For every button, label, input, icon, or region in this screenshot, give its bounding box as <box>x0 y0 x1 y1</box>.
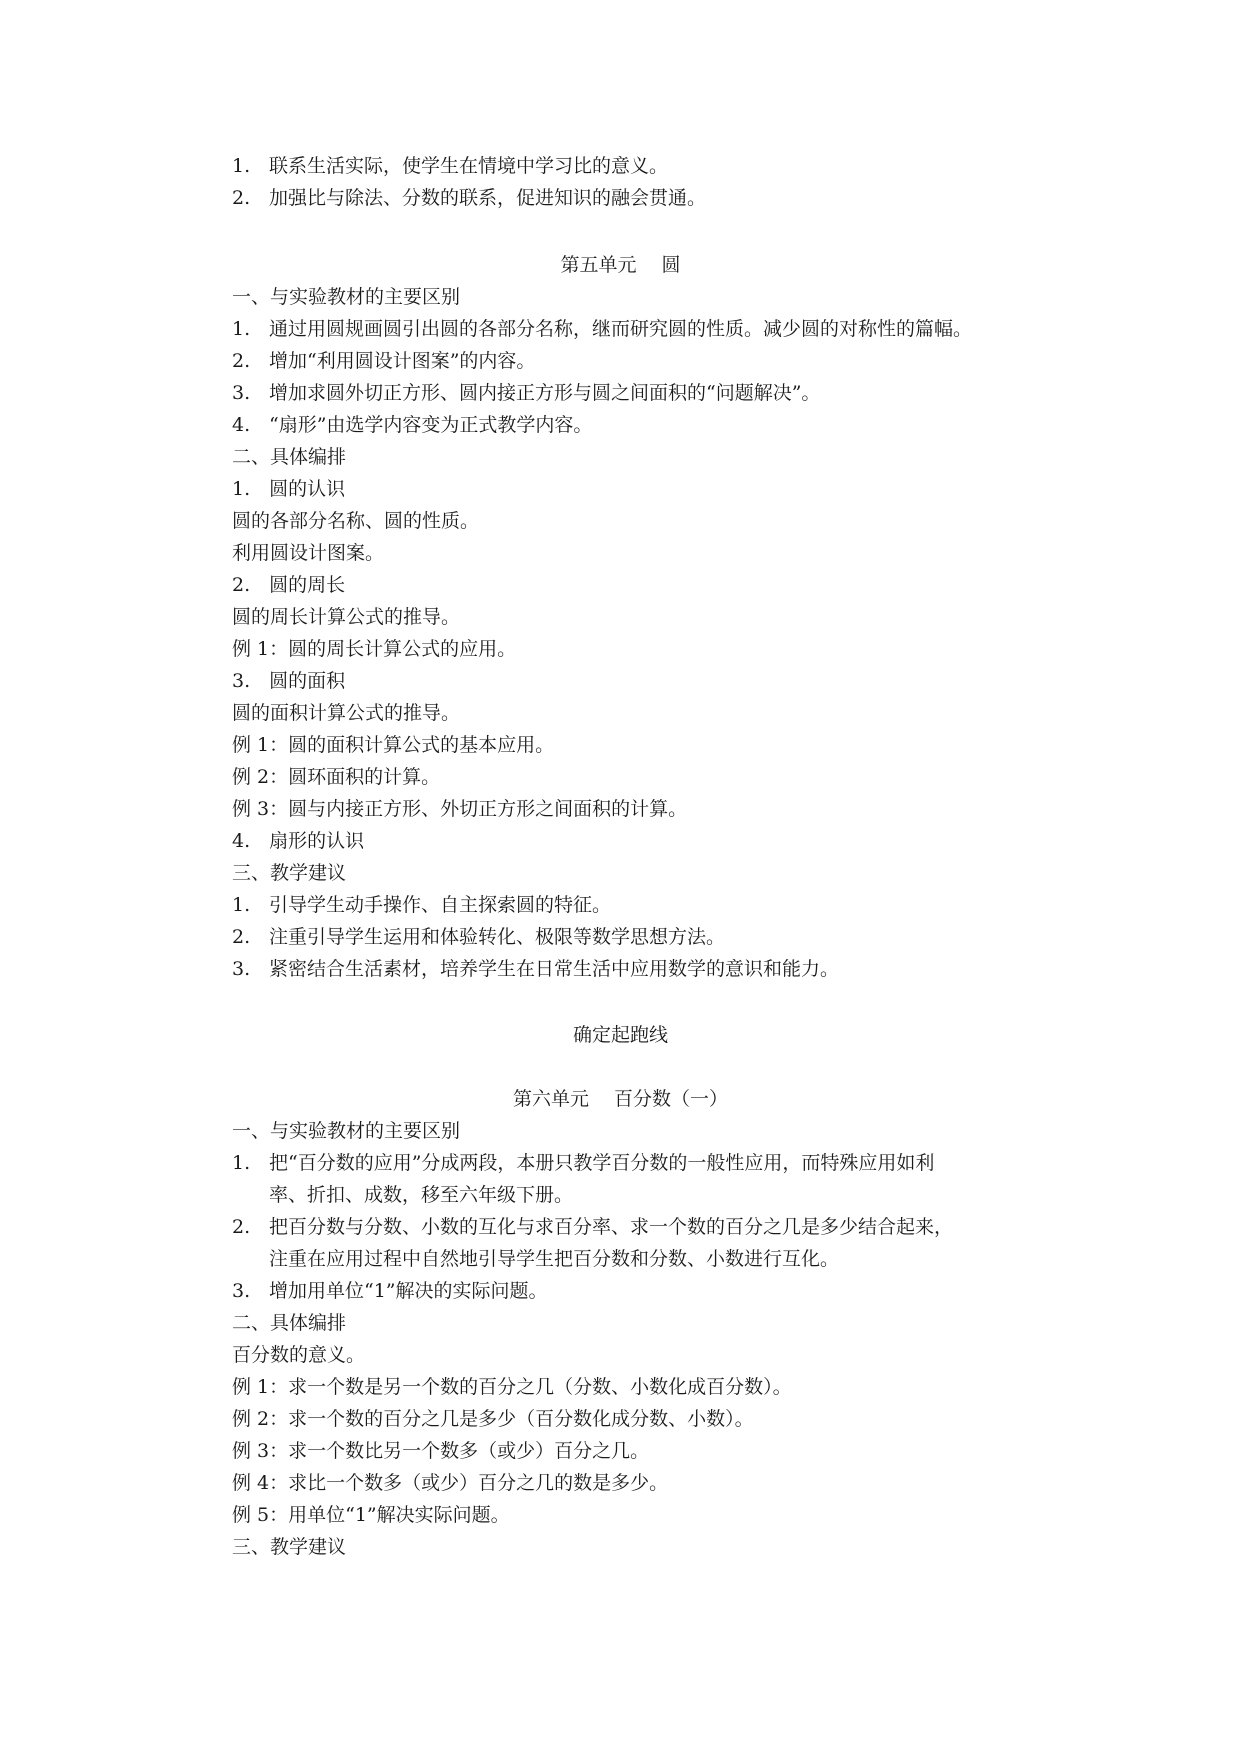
list-item: 1. 把“百分数的应用”分成两段，本册只教学百分数的一般性应用，而特殊应用如利 <box>232 1152 935 1174</box>
arrangement-line: 例 1：求一个数是另一个数的百分之几（分数、小数化成百分数）。 <box>232 1376 792 1398</box>
interlude-title: 确定起跑线 <box>572 1024 668 1046</box>
list-item: 1. 引导学生动手操作、自主探索圆的特征。 <box>232 894 612 916</box>
unit5-title: 第五单元 圆 <box>560 254 681 276</box>
list-item: 3. 增加用单位“1”解决的实际问题。 <box>232 1280 548 1302</box>
arrangement-line: 圆的面积计算公式的推导。 <box>232 702 461 724</box>
arrangement-line: 例 1：圆的面积计算公式的基本应用。 <box>232 734 555 756</box>
list-item: 3. 增加求圆外切正方形、圆内接正方形与圆之间面积的“问题解决”。 <box>232 382 821 404</box>
list-item: 2. 把百分数与分数、小数的互化与求百分率、求一个数的百分之几是多少结合起来， <box>232 1216 954 1238</box>
arrangement-line: 例 4：求比一个数多（或少）百分之几的数是多少。 <box>232 1472 669 1494</box>
arrangement-line: 百分数的意义。 <box>232 1344 366 1366</box>
list-item: 2. 注重引导学生运用和体验转化、极限等数学思想方法。 <box>232 926 726 948</box>
unit6-title: 第六单元 百分数（一） <box>512 1088 729 1110</box>
list-item-continuation: 注重在应用过程中自然地引导学生把百分数和分数、小数进行互化。 <box>269 1248 840 1270</box>
list-item: 1. 联系生活实际，使学生在情境中学习比的意义。 <box>232 155 669 177</box>
section-heading: 二、具体编排 <box>232 1312 347 1334</box>
list-item: 2. 增加“利用圆设计图案”的内容。 <box>232 350 536 372</box>
arrangement-line: 例 3：求一个数比另一个数多（或少）百分之几。 <box>232 1440 650 1462</box>
section-heading: 一、与实验教材的主要区别 <box>232 286 461 308</box>
list-item: 2. 加强比与除法、分数的联系，促进知识的融会贯通。 <box>232 187 707 209</box>
arrangement-line: 3. 圆的面积 <box>232 670 346 692</box>
list-item-continuation: 率、折扣、成数，移至六年级下册。 <box>269 1184 574 1206</box>
arrangement-line: 圆的各部分名称、圆的性质。 <box>232 510 480 532</box>
arrangement-line: 4. 扇形的认识 <box>232 830 365 852</box>
arrangement-line: 例 3：圆与内接正方形、外切正方形之间面积的计算。 <box>232 798 688 820</box>
list-item: 3. 紧密结合生活素材，培养学生在日常生活中应用数学的意识和能力。 <box>232 958 840 980</box>
arrangement-line: 1. 圆的认识 <box>232 478 346 500</box>
arrangement-line: 圆的周长计算公式的推导。 <box>232 606 461 628</box>
arrangement-line: 例 2：求一个数的百分之几是多少（百分数化成分数、小数）。 <box>232 1408 754 1430</box>
section-heading: 三、教学建议 <box>232 862 347 884</box>
section-heading: 一、与实验教材的主要区别 <box>232 1120 461 1142</box>
section-heading: 二、具体编排 <box>232 446 347 468</box>
list-item: 1. 通过用圆规画圆引出圆的各部分名称，继而研究圆的性质。减少圆的对称性的篇幅。 <box>232 318 973 340</box>
list-item: 4. “扇形”由选学内容变为正式教学内容。 <box>232 414 593 436</box>
arrangement-line: 利用圆设计图案。 <box>232 542 385 564</box>
section-heading: 三、教学建议 <box>232 1536 347 1558</box>
arrangement-line: 例 5：用单位“1”解决实际问题。 <box>232 1504 510 1526</box>
arrangement-line: 例 2：圆环面积的计算。 <box>232 766 441 788</box>
arrangement-line: 例 1：圆的周长计算公式的应用。 <box>232 638 517 660</box>
arrangement-line: 2. 圆的周长 <box>232 574 346 596</box>
